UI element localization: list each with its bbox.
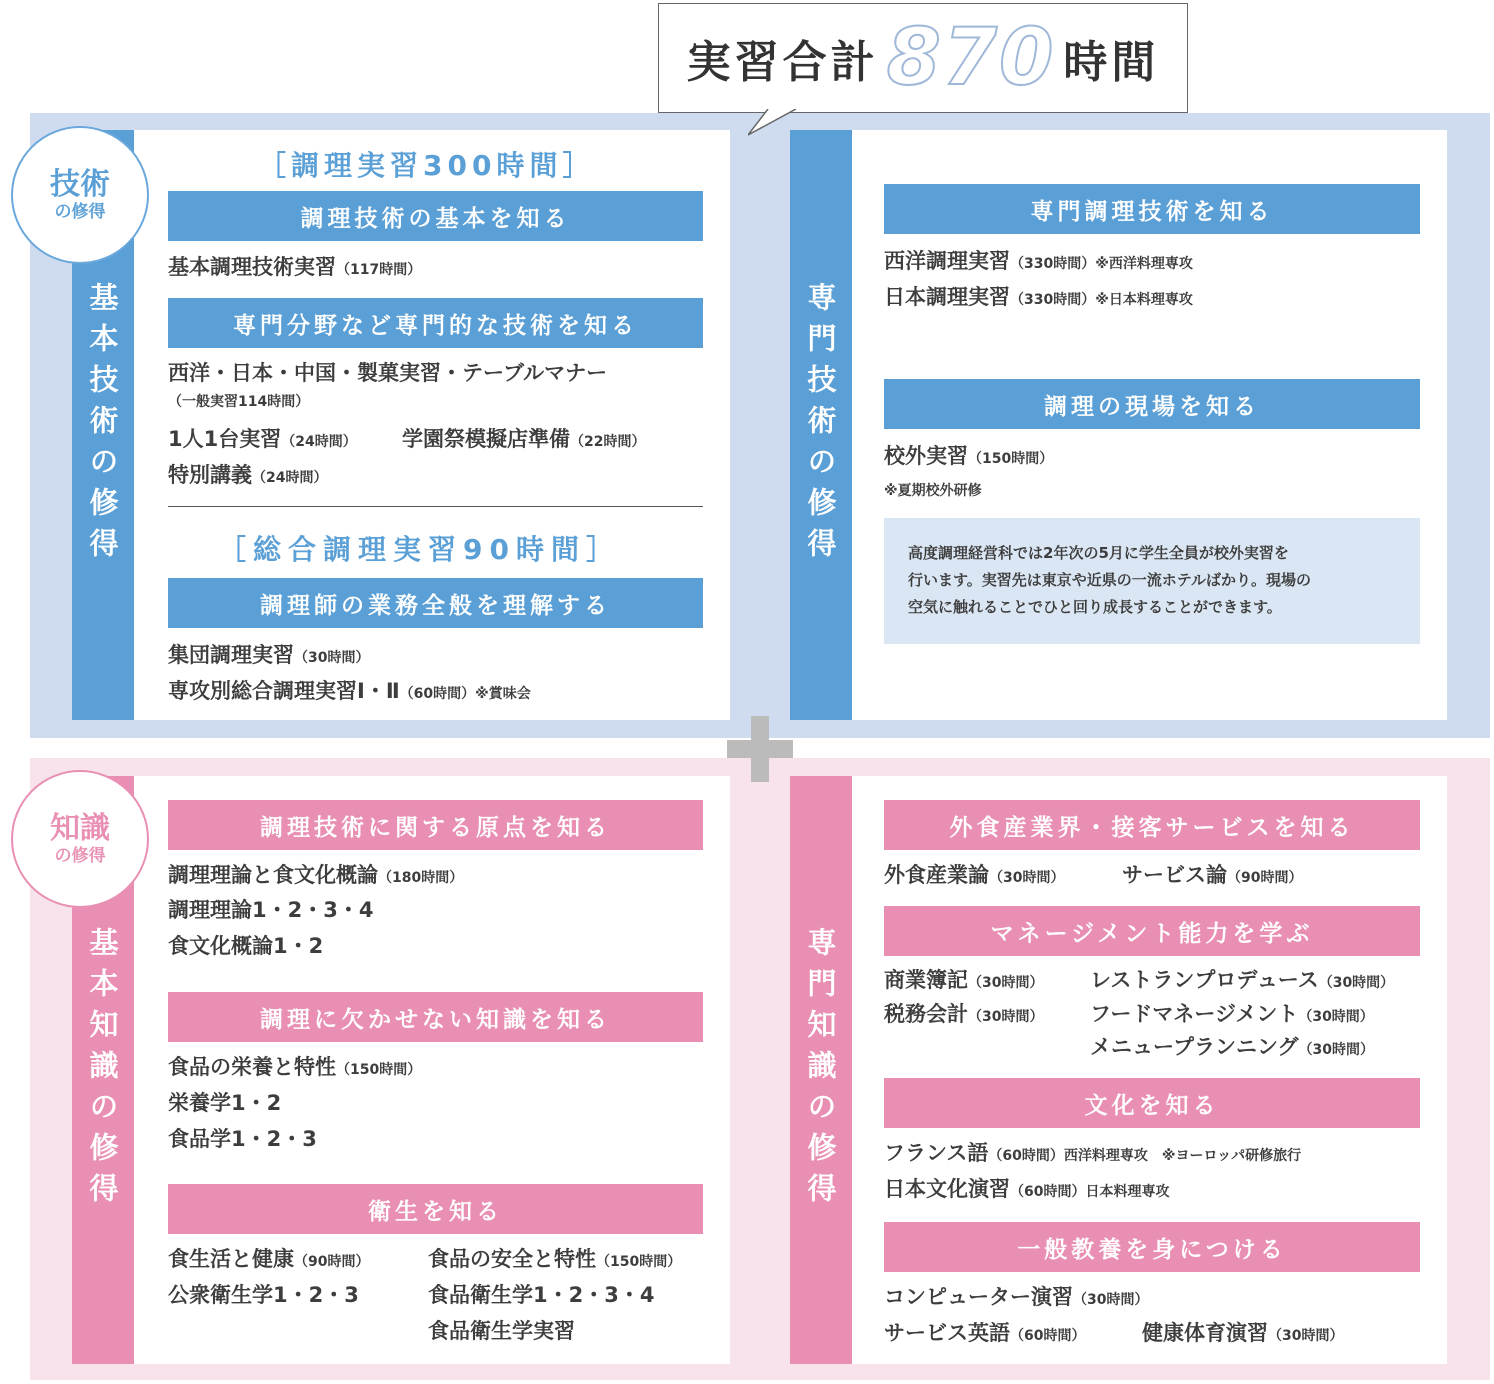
bar-pro-cooking: 専門調理技術を知る — [884, 184, 1420, 234]
callout-prefix: 実習合計 — [686, 37, 879, 88]
course-line: 西洋調理実習（330時間）※西洋料理専攻 — [884, 249, 1193, 273]
divider — [168, 506, 703, 507]
plus-icon — [727, 716, 793, 782]
bar-cooking-origin: 調理技術に関する原点を知る — [168, 800, 703, 850]
basic-knowledge-label: 基本知識の修得 — [72, 776, 134, 1364]
knowledge-badge: 知識 の修得 — [11, 770, 149, 908]
course-line: サービス英語（60時間） — [884, 1321, 1086, 1345]
course-line: 調理理論と食文化概論（180時間） — [168, 863, 464, 887]
bar-culture: 文化を知る — [884, 1078, 1420, 1128]
internship-note: 高度調理経営科では2年次の5月に学生全員が校外実習を 行います。実習先は東京や近県の一流ホテルばかり。現場の 空気に触れることでひと回り成長することができます。 — [884, 518, 1420, 644]
course-line: 学園祭模擬店準備（22時間） — [402, 427, 646, 451]
course-line: 食文化概論1・2 — [168, 934, 324, 958]
bar-chef-duties: 調理師の業務全般を理解する — [168, 578, 703, 628]
bar-food-service: 外食産業界・接客サービスを知る — [884, 800, 1420, 850]
bar-general-education: 一般教養を身につける — [884, 1222, 1420, 1272]
bar-cooking-basics: 調理技術の基本を知る — [168, 191, 703, 241]
bar-specialized-skills: 専門分野など専門的な技術を知る — [168, 298, 703, 348]
course-line: 食品の栄養と特性（150時間） — [168, 1055, 422, 1079]
bar-management: マネージメント能力を学ぶ — [884, 906, 1420, 956]
course-line: 食品の安全と特性（150時間） — [428, 1247, 682, 1271]
basic-technique-label: 基本技術の修得 — [72, 130, 134, 720]
technique-badge: 技術 の修得 — [11, 126, 149, 264]
course-line: 健康体育演習（30時間） — [1142, 1321, 1344, 1345]
course-line: 調理理論1・2・3・4 — [168, 898, 374, 922]
course-line: 日本文化演習（60時間）日本料理専攻 — [884, 1177, 1170, 1201]
course-line: 食品学1・2・3 — [168, 1127, 317, 1151]
callout-number: 870 — [886, 13, 1056, 103]
course-line: 校外実習（150時間） — [884, 444, 1054, 468]
bar-hygiene: 衛生を知る — [168, 1184, 703, 1234]
course-line: 公衆衛生学1・2・3 — [168, 1283, 359, 1307]
course-line: フードマネージメント（30時間） — [1090, 1002, 1374, 1026]
course-line: コンピューター演習（30時間） — [884, 1285, 1149, 1309]
course-line: 特別講義（24時間） — [168, 463, 328, 487]
course-line: 西洋・日本・中国・製菓実習・テーブルマナー — [168, 361, 608, 385]
course-line: 食生活と健康（90時間） — [168, 1247, 370, 1271]
course-subnote: ※夏期校外研修 — [884, 483, 982, 499]
course-line: 外食産業論（30時間） — [884, 863, 1065, 887]
course-line: 日本調理実習（330時間）※日本料理専攻 — [884, 285, 1193, 309]
callout-suffix: 時間 — [1063, 37, 1160, 88]
course-line: レストランプロデュース（30時間） — [1090, 968, 1395, 992]
course-line: 1人1台実習（24時間） — [168, 427, 357, 451]
course-line: 商業簿記（30時間） — [884, 968, 1044, 992]
total-hours-callout — [658, 3, 1188, 113]
course-line: 専攻別総合調理実習Ⅰ・Ⅱ（60時間）※賞味会 — [168, 679, 531, 703]
course-line: メニュープランニング（30時間） — [1090, 1035, 1375, 1059]
course-line: 税務会計（30時間） — [884, 1002, 1044, 1026]
comprehensive-practice-title: ［総合調理実習90時間］ — [218, 533, 621, 566]
course-subnote: （一般実習114時間） — [168, 394, 310, 410]
course-line: 栄養学1・2 — [168, 1091, 282, 1115]
course-line: 食品衛生学実習 — [428, 1319, 575, 1343]
pro-technique-label: 専門技術の修得 — [790, 130, 852, 720]
pro-knowledge-label: 専門知識の修得 — [790, 776, 852, 1364]
course-line: サービス論（90時間） — [1122, 863, 1303, 887]
course-line: 基本調理技術実習（117時間） — [168, 255, 422, 279]
bar-workplace: 調理の現場を知る — [884, 379, 1420, 429]
cooking-practice-title: ［調理実習300時間］ — [258, 149, 596, 182]
bar-essential-knowledge: 調理に欠かせない知識を知る — [168, 992, 703, 1042]
course-line: フランス語（60時間）西洋料理専攻 ※ヨーロッパ研修旅行 — [884, 1141, 1302, 1165]
course-line: 集団調理実習（30時間） — [168, 643, 370, 667]
course-line: 食品衛生学1・2・3・4 — [428, 1283, 655, 1307]
